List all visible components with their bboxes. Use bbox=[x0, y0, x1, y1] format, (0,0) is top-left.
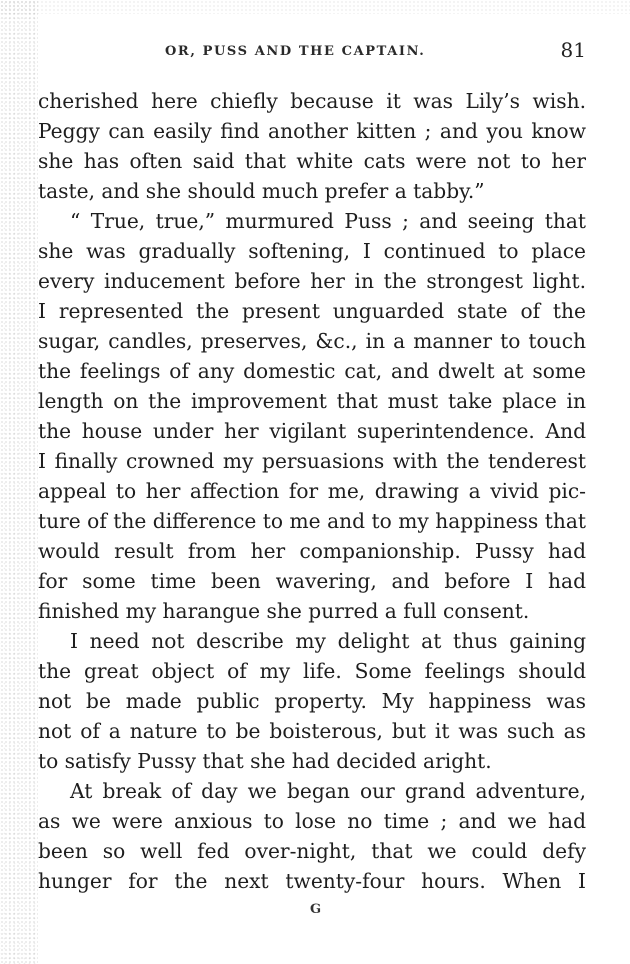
text-line: as we were anxious to lose no time ; and we had bbox=[38, 809, 586, 833]
page-number: 81 bbox=[560, 38, 586, 62]
text-line: hunger for the next twenty-four hours. When I bbox=[38, 869, 586, 893]
running-head bbox=[38, 40, 586, 64]
text-line: appeal to her affection for me, drawing a vivid pic- bbox=[38, 479, 586, 503]
text-line: the house under her vigilant superintendence. And bbox=[38, 419, 586, 443]
text-line: “ True, true,” murmured Puss ; and seeing that bbox=[70, 209, 586, 233]
text-line: I finally crowned my persuasions with the tenderest bbox=[38, 449, 586, 473]
text-line: length on the improvement that must take place in bbox=[38, 389, 586, 413]
text-line: not of a nature to be boisterous, but it was such as bbox=[38, 719, 586, 743]
text-line: cherished here chiefly because it was Lily’s wish. bbox=[38, 89, 586, 113]
text-line: sugar, candles, preserves, &c., in a manner to touch bbox=[38, 329, 586, 353]
signature-mark: G bbox=[310, 902, 322, 917]
text-line: not be made public property. My happiness was bbox=[38, 689, 586, 713]
running-title: OR, PUSS AND THE CAPTAIN. bbox=[165, 44, 426, 59]
text-line: she was gradually softening, I continued to place bbox=[38, 239, 586, 263]
text-line: I need not describe my delight at thus gaining bbox=[70, 629, 586, 653]
text-line: ture of the difference to me and to my happiness that bbox=[38, 509, 586, 533]
body-text bbox=[38, 86, 586, 896]
text-line: Peggy can easily find another kitten ; and you know bbox=[38, 119, 586, 143]
scan-edge-texture bbox=[0, 0, 38, 964]
text-line: At break of day we began our grand adventure, bbox=[70, 779, 586, 803]
text-line: taste, and she should much prefer a tabby.” bbox=[38, 179, 485, 203]
text-line: been so well fed over-night, that we could defy bbox=[38, 839, 586, 863]
text-line: would result from her companionship. Pussy had bbox=[38, 539, 586, 563]
book-page bbox=[38, 0, 590, 964]
text-line: finished my harangue she purred a full consent. bbox=[38, 599, 530, 623]
text-line: the feelings of any domestic cat, and dwelt at some bbox=[38, 359, 586, 383]
text-line: I represented the present unguarded state of the bbox=[38, 299, 586, 323]
text-line: for some time been wavering, and before I had bbox=[38, 569, 586, 593]
text-line: she has often said that white cats were not to her bbox=[38, 149, 586, 173]
text-line: the great object of my life. Some feelings should bbox=[38, 659, 586, 683]
text-line: to satisfy Pussy that she had decided aright. bbox=[38, 749, 492, 773]
text-line: every inducement before her in the strongest light. bbox=[38, 269, 586, 293]
